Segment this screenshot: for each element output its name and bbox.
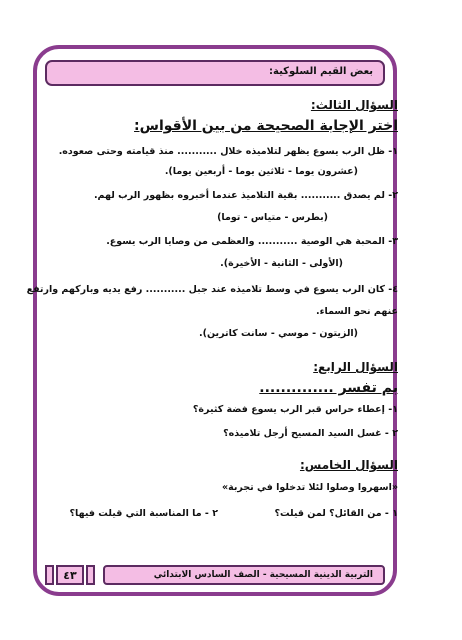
- footer-text: التربية الدينية المسيحية - الصف السادس الابتدائي: [153, 570, 373, 580]
- q5-item-1: ١ - من القائل؟ لمن قيلت؟: [274, 508, 398, 519]
- footer-label: [103, 565, 385, 585]
- q5-quote: «اسهروا وصلوا لئلا تدخلوا في تجربة»: [221, 482, 398, 493]
- page-number-box: [45, 565, 101, 585]
- page-number: ٤٣: [56, 565, 84, 585]
- q3-item-4: ٤- كان الرب يسوع في وسط تلاميذه عند جبل ........... رفع يديه وباركهم وارتفع: [26, 284, 398, 295]
- q3-item-4-cont: عنهم نحو السماء.: [316, 306, 398, 317]
- q3-heading: السؤال الثالث:: [310, 98, 398, 112]
- footer-bar: [45, 565, 385, 585]
- q3-item-4-choices: (الزيتون - موسي - سانت كاترين).: [199, 328, 358, 339]
- q4-instruction: بم تفسر ..............: [259, 380, 398, 396]
- q5-heading: السؤال الخامس:: [299, 458, 398, 472]
- q3-item-2-choices: (بطرس - متياس - توما): [217, 212, 328, 223]
- q4-heading: السؤال الرابع:: [313, 360, 398, 374]
- q5-item-2: ٢ - ما المناسبة التي قيلت فيها؟: [69, 508, 218, 519]
- q3-item-1: ١- ظل الرب يسوع يظهر لتلاميذه خلال ........... منذ قيامته وحتى صعوده.: [58, 146, 398, 157]
- q3-item-3-choices: (الأولى - الثانية - الأخيرة).: [220, 258, 343, 269]
- q4-item-2: ٢ - غسل السيد المسيح أرجل تلاميذه؟: [223, 428, 398, 439]
- header-bar: [45, 60, 385, 86]
- page-box-bar: [86, 565, 95, 585]
- header-text: بعض القيم السلوكية:: [269, 66, 373, 77]
- q3-item-3: ٣- المحبة هي الوصية ........... والعظمى من وصايا الرب يسوع.: [106, 236, 398, 247]
- q3-item-2: ٢- لم يصدق ........... بقية التلاميذ عندما أخبروه بظهور الرب لهم.: [93, 190, 398, 201]
- q3-item-1-choices: (عشرون يوما - ثلاثين يوما - أربعين يوما).: [164, 166, 358, 177]
- q4-item-1: ١- إعطاء حراس قبر الرب يسوع فضة كثيرة؟: [192, 404, 398, 415]
- page-box-bar: [45, 565, 54, 585]
- q3-instruction: اختر الإجابة الصحيحة من بين الأقواس:: [134, 118, 398, 134]
